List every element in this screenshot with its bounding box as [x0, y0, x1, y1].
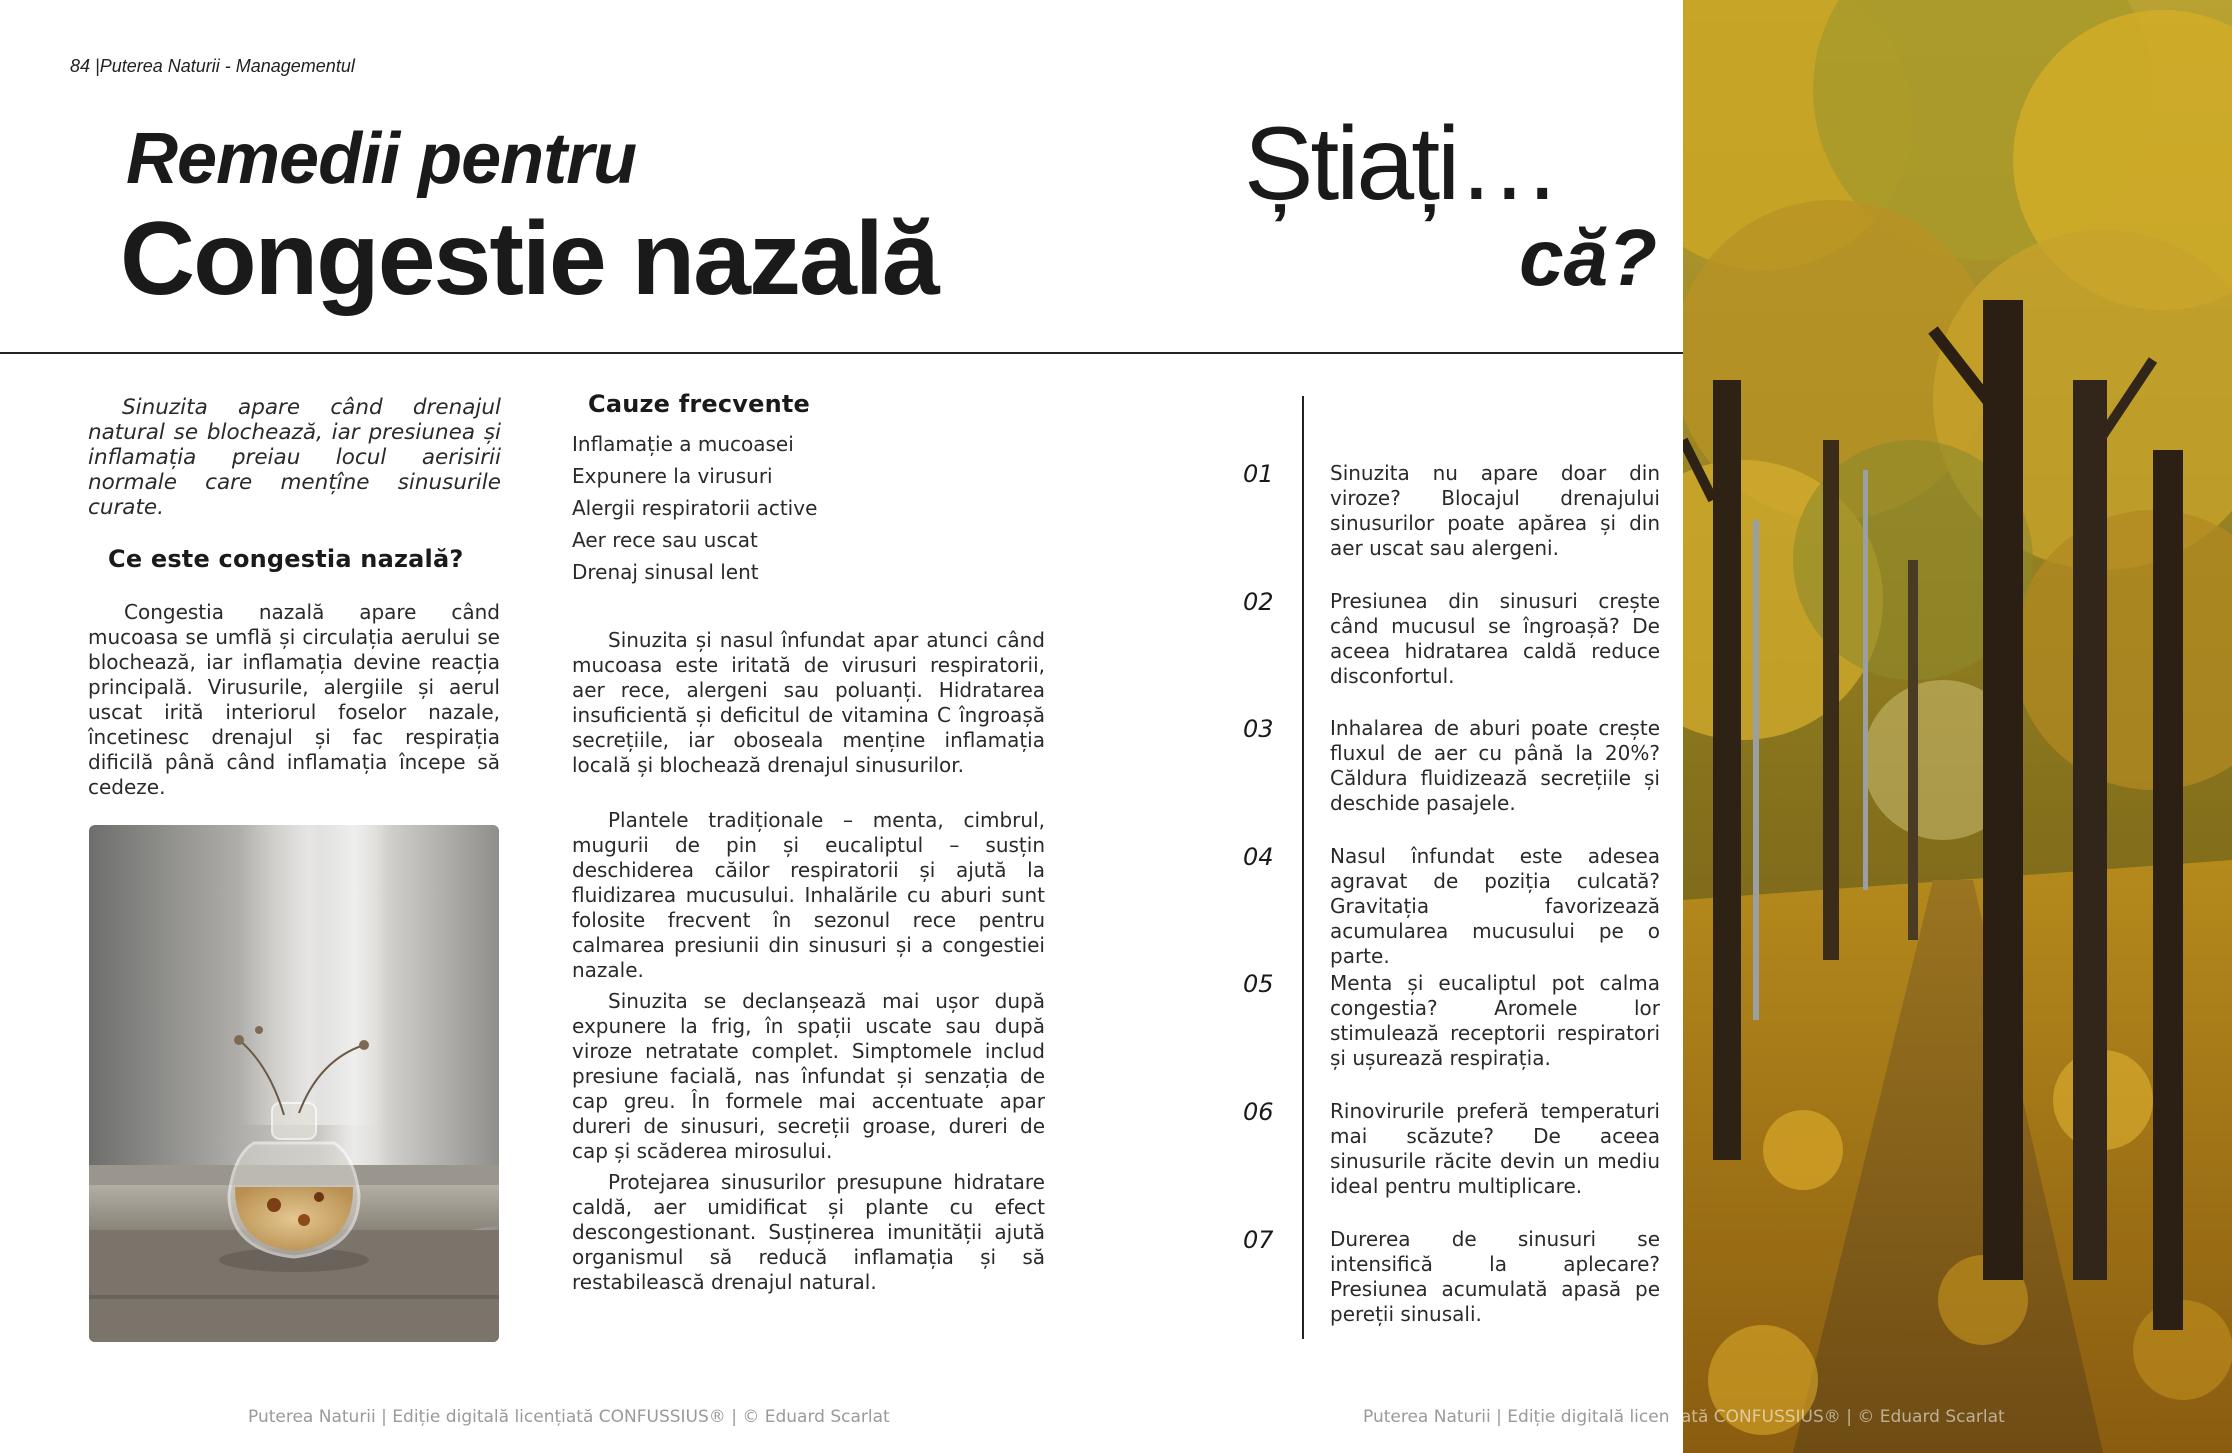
fact-number: 05 — [1243, 970, 1274, 998]
fact-text: Durerea de sinusuri se intensifică la aplecare? Presiunea acumulată apasă pe pereții sinusali. — [1330, 1227, 1660, 1326]
fact-number: 06 — [1243, 1098, 1274, 1126]
cause-item: Aer rece sau uscat — [572, 528, 758, 552]
body-paragraph-3: Sinuzita se declanșează mai ușor după expunere la frig, în spații uscate sau după viroze netratate complet. Simptomele includ presiune facială, nas înfundat și senzația de cap greu. În formele mai accentuate apar dureri de sinusuri, secreții groase, dureri de cap și scăderea mirosului. — [572, 989, 1045, 1163]
fact-number: 03 — [1243, 715, 1274, 743]
fact-text: Rinovirurile preferă temperaturi mai scăzute? De aceea sinusurile răcite devin un mediu ideal pentru multiplicare. — [1330, 1099, 1660, 1198]
body-paragraph-1: Sinuzita și nasul înfundat apar atunci când mucoasa este iritată de virusuri respiratorii, aer rece, alergeni sau poluanți. Hidratarea insuficientă și deficitul de vitamina C îngroașă secrețiile, iar oboseala menține inflamația locală și blochează drenajul sinusurilor. — [572, 628, 1045, 777]
cause-item: Alergii respiratorii active — [572, 496, 818, 520]
header-rule — [0, 352, 1683, 354]
article-title-main: Congestie nazală — [120, 201, 938, 317]
fact-number: 04 — [1243, 843, 1274, 871]
causes-list — [572, 428, 817, 588]
sidebar-title: Știați… — [1244, 106, 1559, 222]
forest-photo — [1683, 0, 2232, 1453]
sidebar-subtitle: că? — [1519, 213, 1657, 302]
footer-right — [1363, 1407, 2005, 1427]
causes-heading: Cauze frecvente — [588, 390, 811, 418]
fact-number: 07 — [1243, 1226, 1274, 1254]
fact-text: Inhalarea de aburi poate crește fluxul de aer cu până la 20%? Căldura fluidizează secrețiile și deschide pasajele. — [1330, 716, 1660, 815]
footer-right-over-photo: țiată CONFUSSIUS® | © Eduard Scarlat — [1669, 1407, 2005, 1427]
cause-item: Inflamație a mucoasei — [572, 432, 794, 456]
article-title-sub: Remedii pentru — [126, 119, 637, 199]
fact-number: 02 — [1243, 588, 1274, 616]
cause-item: Drenaj sinusal lent — [572, 560, 759, 584]
intro-paragraph: Sinuzita apare când drenajul natural se blochează, iar presiunea și inflamația preiau locul aerisirii normale care mențîne sinusurile curate. — [88, 395, 501, 520]
footer-right-text: Puterea Naturii | Ediție digitală licen — [1363, 1407, 1670, 1427]
what-heading: Ce este congestia nazală? — [108, 545, 464, 573]
vase-photo — [89, 825, 499, 1342]
what-paragraph: Congestia nazală apare când mucoasa se umflă și circulația aerului se blochează, iar inflamația devine reacția principală. Virusurile, alergiile și aerul uscat irită interiorul foselor nazale, încetinesc drenajul și fac respirația dificilă până când inflamația începe să cedeze. — [88, 600, 500, 799]
footer-left: Puterea Naturii | Ediție digitală licențiată CONFUSSIUS® | © Eduard Scarlat — [248, 1407, 890, 1427]
body-paragraph-2: Plantele tradiționale – menta, cimbrul, mugurii de pin și eucaliptul – susțin deschiderea căilor respiratorii și ajută la fluidizarea mucusului. Inhalările cu aburi sunt folosite frecvent în sezonul rece pentru calmarea presiunii din sinusuri și a congestiei nazale. — [572, 808, 1045, 982]
fact-number: 01 — [1243, 460, 1274, 488]
vase-illustration — [89, 825, 499, 1342]
fact-text: Menta și eucaliptul pot calma congestia? Aromele lor stimulează receptorii respiratori și ușurează respirația. — [1330, 971, 1660, 1070]
forest-illustration — [1683, 0, 2232, 1453]
cause-item: Expunere la virusuri — [572, 464, 773, 488]
running-head: 84 |Puterea Naturii - Managementul — [70, 56, 355, 76]
body-paragraph-4: Protejarea sinusurilor presupune hidratare caldă, aer umidificat și plante cu efect descongestionant. Susținerea imunității ajută organismul să reducă inflamația și să restabilească drenajul natural. — [572, 1170, 1045, 1294]
fact-text: Nasul înfundat este adesea agravat de poziția culcată? Gravitația favorizează acumularea mucusului pe o parte. — [1330, 844, 1660, 968]
fact-text: Presiunea din sinusuri crește când mucusul se îngroașă? De aceea hidratarea caldă reduce disconfortul. — [1330, 589, 1660, 688]
fact-text: Sinuzita nu apare doar din viroze? Blocajul drenajului sinusurilor poate apărea și din aer uscat sau alergeni. — [1330, 461, 1660, 560]
